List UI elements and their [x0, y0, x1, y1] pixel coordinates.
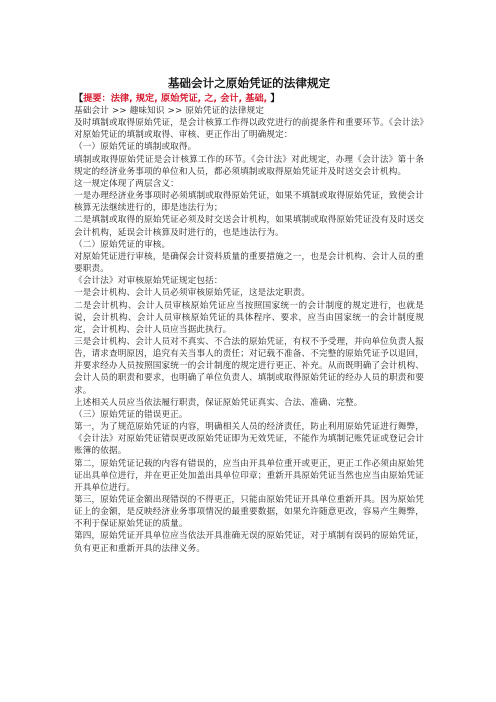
body-paragraph: 这一规定体现了两层含义： — [74, 178, 179, 189]
breadcrumb — [74, 105, 424, 117]
keywords-close-bracket: 】 — [267, 93, 280, 104]
keywords-line — [74, 92, 424, 105]
body-paragraph: 二是填制或取得的原始凭证必须及时交送会计机构，如果填制或取得原始凭证没有及时送交会计机构，延误会计核算及时进行的，也是违法行为。 — [74, 215, 424, 238]
document-body — [74, 117, 424, 555]
breadcrumb-item: 趣味知识 — [129, 106, 165, 116]
section-heading: （三）原始凭证的错误更正。 — [74, 409, 188, 420]
breadcrumb-separator: >> — [111, 106, 127, 116]
body-paragraph: 上述相关人员应当依法履行职责，保证原始凭证真实、合法、准确、完整。 — [74, 397, 363, 408]
body-paragraph: 第一，为了规范原始凭证的内容，明确相关人员的经济责任，防止利用原始凭证进行舞弊，《会计法》对原始凭证错误更改原始凭证即为无效凭证，不能作为填制记账凭证或登记会计账簿的依据。 — [74, 422, 424, 457]
body-paragraph: 对原始凭证进行审核，是确保会计资料质量的重要措施之一，也是会计机构、会计人员的重要职责。 — [74, 251, 424, 275]
breadcrumb-item: 原始凭证的法律规定 — [185, 106, 265, 116]
body-paragraph: 一是会计机构、会计人员必须审核原始凭证，这是法定职责。 — [74, 288, 311, 299]
document-title: 基础会计之原始凭证的法律规定 — [167, 76, 331, 90]
body-paragraph: 填制或取得原始凭证是会计核算工作的环节。《会计法》对此规定，办理《会计法》第十条规定的经济业务事项的单位和人员，都必须填制或取得原始凭证并及时送交会计机构。 — [74, 154, 424, 177]
body-paragraph: 《会计法》对审核原始凭证规定包括： — [74, 276, 223, 287]
keywords-label: 提要： — [83, 93, 111, 104]
body-paragraph: 一是办理经济业务事项时必须填制或取得原始凭证，如果不填制或取得原始凭证，致使会计核算无法继续进行的，即是违法行为； — [74, 191, 424, 214]
keywords-open-bracket: 【 — [74, 93, 84, 104]
section-heading: （一）原始凭证的填制或取得。 — [74, 142, 197, 153]
body-paragraph: 及时填制或取得原始凭证，是会计核算工作得以政党进行的前提条件和重要环节。《会计法》对原始凭证的填制或取得、审核、更正作出了明确规定： — [74, 118, 424, 141]
body-paragraph: 第四，原始凭证开具单位应当依法开具准确无误的原始凭证，对于填制有误码的原始凭证，负有更正和重新开具的法律义务。 — [74, 531, 424, 554]
breadcrumb-separator: >> — [167, 106, 183, 116]
body-paragraph: 第三，原始凭证金额出现错误的不得更正，只能由原始凭证开具单位重新开具。因为原始凭证上的金额，是反映经济业务事项情况的最重要数据，如果允许随意更改，容易产生舞弊，不利于保证原始凭证的质量。 — [74, 495, 424, 530]
body-paragraph: 第二，原始凭证记载的内容有错误的，应当由开具单位重开或更正，更正工作必须由原始凭证出具单位进行，并在更正处加盖出具单位印章；重新开具原始凭证当然也应当由原始凭证开具单位进行。 — [74, 458, 424, 493]
body-paragraph: 三是会计机构、会计人员对不真实、不合法的原始凭证，有权不予受理，并向单位负责人报告，请求查明原因，追究有关当事人的责任；对记载不准备、不完整的原始凭证予以退回，并要求经办人员按照国家统一的会计制度的规定进行更正、补充。从而既明确了会计机构、会计人员的职责和要求，也明确了单位负责人、填制或取得原始凭证的经办人员的职责和要求。 — [74, 336, 424, 396]
keywords-list: 法律, 规定, 原始凭证, 之, 会计, 基础, — [110, 93, 268, 104]
breadcrumb-item: 基础会计 — [74, 106, 109, 116]
section-heading: （二）原始凭证的审核。 — [74, 239, 171, 250]
body-paragraph: 二是会计机构、会计人员审核原始凭证应当按照国家统一的会计制度的规定进行，也就是说，会计机构、会计人员审核原始凭证的具体程序、要求，应当由国家统一的会计制度规定，会计机构、会计人员应当据此执行。 — [74, 300, 424, 335]
